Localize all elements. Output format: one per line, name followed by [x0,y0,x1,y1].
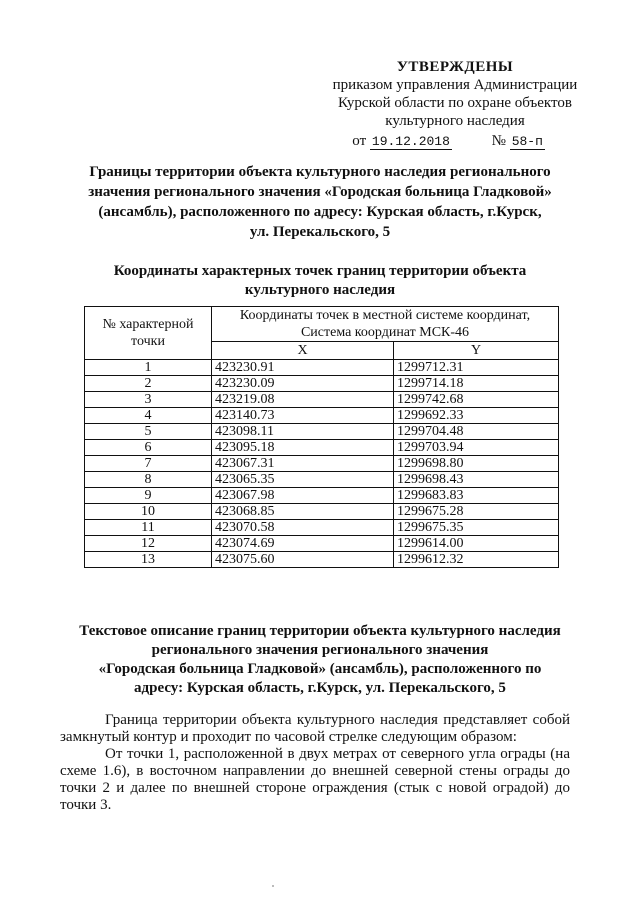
approval-line: культурного наследия [385,113,525,129]
y-coordinate-cell: 1299698.80 [394,456,559,472]
table-row [85,376,559,392]
table-row [85,360,559,376]
point-number-cell: 7 [85,456,212,472]
y-coordinate-cell: 1299683.83 [394,488,559,504]
y-coordinate-cell: 1299714.18 [394,376,559,392]
document-title-line: значения регионального значения «Городская больница Гладковой» [88,184,552,200]
header-text: Координаты точек в местной системе координат, [239,308,531,323]
approval-line: приказом управления Администрации [332,77,578,93]
approval-block [305,58,605,151]
y-coordinate-cell: 1299703.94 [394,440,559,456]
header-y: Y [394,342,559,360]
header-text: точки [131,334,165,349]
x-coordinate-cell: 423074.69 [212,536,394,552]
header-text: № характерной [102,317,194,332]
description-title-line: Текстовое описание границ территории объекта культурного наследия [79,623,561,639]
approval-number: 58-п [511,134,543,149]
description-title-line: «Городская больница Гладковой» (ансамбль), расположенного по [98,661,542,677]
x-coordinate-cell: 423095.18 [212,440,394,456]
description-title-line: регионального значения регионального значения [151,642,489,658]
x-coordinate-cell: 423067.31 [212,456,394,472]
point-number-cell: 12 [85,536,212,552]
y-coordinate-cell: 1299612.32 [394,552,559,568]
paragraph: Граница территории объекта культурного наследия представляет собой замкнутый контур и проходит по часовой стрелке следующим образом: [60,712,570,745]
point-number-cell: 1 [85,360,212,376]
header-text: Система координат МСК-46 [300,325,470,340]
approval-date: 19.12.2018 [371,134,450,149]
point-number-cell: 13 [85,552,212,568]
x-coordinate-cell: 423067.98 [212,488,394,504]
table-row [85,552,559,568]
y-coordinate-cell: 1299675.35 [394,520,559,536]
x-coordinate-cell: 423070.58 [212,520,394,536]
header-coordinates-group [212,307,559,342]
y-coordinate-cell: 1299742.68 [394,392,559,408]
coordinates-table [84,306,559,568]
table-row [85,536,559,552]
table-caption-line: культурного наследия [244,282,396,298]
header-point-number [85,307,212,360]
x-coordinate-cell: 423068.85 [212,504,394,520]
description-body [60,712,570,814]
x-coordinate-cell: 423230.09 [212,376,394,392]
approval-date-line [305,132,605,151]
table-caption-line: Координаты характерных точек границ территории объекта [113,263,527,279]
date-prefix: от [352,133,367,149]
paragraph: От точки 1, расположенной в двух метрах от северного угла ограды (на схеме 1.6), в восточном направлении до внешней северной стены ограды до точки 2 и далее по внешней стороне ограждения (стык с новой оградой) до точки 3. [60,746,570,813]
table-row [85,424,559,440]
y-coordinate-cell: 1299614.00 [394,536,559,552]
x-coordinate-cell: 423140.73 [212,408,394,424]
y-coordinate-cell: 1299698.43 [394,472,559,488]
point-number-cell: 3 [85,392,212,408]
table-caption [80,262,560,300]
y-coordinate-cell: 1299675.28 [394,504,559,520]
point-number-cell: 8 [85,472,212,488]
point-number-cell: 5 [85,424,212,440]
document-title-line: (ансамбль), расположенного по адресу: Курская область, г.Курск, [98,204,542,220]
point-number-cell: 6 [85,440,212,456]
approval-title: УТВЕРЖДЕНЫ [396,59,514,75]
table-row [85,440,559,456]
document-title-line: Границы территории объекта культурного наследия регионального [89,164,551,180]
description-title-line: адресу: Курская область, г.Курск, ул. Перекальского, 5 [134,680,506,696]
document-title [60,162,580,242]
table-row [85,504,559,520]
table-header-row [85,307,559,342]
x-coordinate-cell: 423075.60 [212,552,394,568]
x-coordinate-cell: 423098.11 [212,424,394,440]
table-row [85,488,559,504]
point-number-cell: 2 [85,376,212,392]
x-coordinate-cell: 423065.35 [212,472,394,488]
point-number-cell: 10 [85,504,212,520]
table-row [85,456,559,472]
y-coordinate-cell: 1299704.48 [394,424,559,440]
approval-line: Курской области по охране объектов [338,95,572,111]
table-row [85,408,559,424]
point-number-cell: 11 [85,520,212,536]
description-title [60,622,580,698]
table-row [85,520,559,536]
y-coordinate-cell: 1299692.33 [394,408,559,424]
table-row [85,392,559,408]
scan-speck [272,885,274,887]
table-row [85,472,559,488]
x-coordinate-cell: 423219.08 [212,392,394,408]
y-coordinate-cell: 1299712.31 [394,360,559,376]
point-number-cell: 4 [85,408,212,424]
number-prefix: № [491,133,506,149]
x-coordinate-cell: 423230.91 [212,360,394,376]
document-title-line: ул. Перекальского, 5 [249,224,391,240]
point-number-cell: 9 [85,488,212,504]
header-x: X [212,342,394,360]
